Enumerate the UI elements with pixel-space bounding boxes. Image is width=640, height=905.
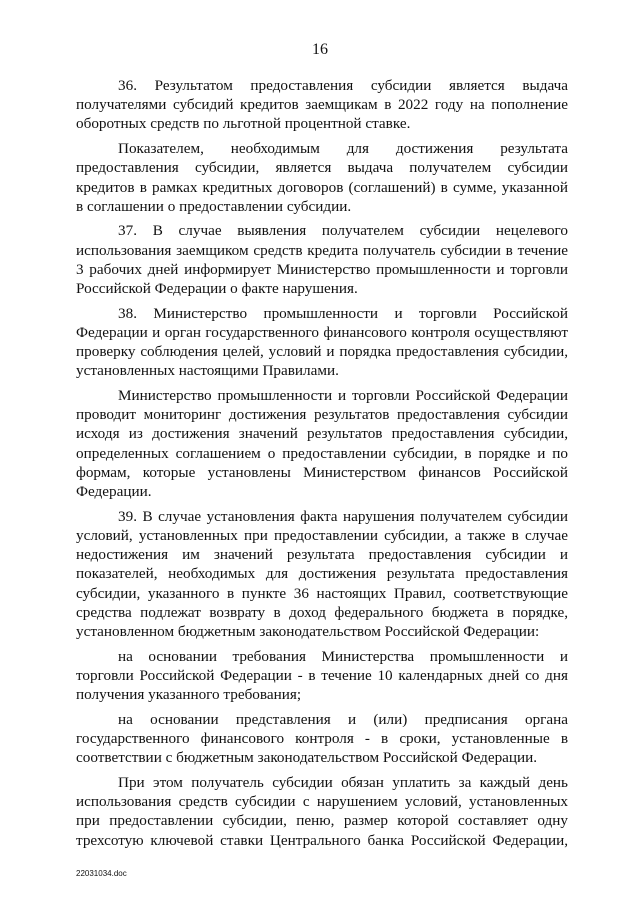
paragraph-38: 38. Министерство промышленности и торговли Российской Федерации и орган государственного финансового контроля осуществляют проверку соблюдения целей, условий и порядка предоставления субсидии, установленных настоящими Правилами. [76, 304, 568, 380]
paragraph-penalty: При этом получатель субсидии обязан уплатить за каждый день использования средств субсидии с нарушением условий, установленных при предоставлении субсидии, пеню, размер которой составляет одну трехсотую ключевой ставки Центрального банка Российской Федерации, [76, 773, 568, 849]
paragraph-38-monitoring: Министерство промышленности и торговли Российской Федерации проводит мониторинг достижения результатов предоставления субсидии исходя из достижения значений результатов предоставления субсидии, определенных соглашением о предоставлении субсидии, в порядке и по формам, которые установлены Министерством финансов Российской Федерации. [76, 387, 568, 501]
paragraph-37: 37. В случае выявления получателем субсидии нецелевого использования заемщиком средств кредита получатель субсидии в течение 3 рабочих дней информирует Министерство промышленности и торговли Российской Федерации о факте нарушения. [76, 222, 568, 298]
paragraph-39: 39. В случае установления факта нарушения получателем субсидии условий, установленных при предоставлении субсидии, а также в случае недостижения им значений результата предоставления субсидии и показателей, необходимых для достижения результата предоставления субсидии, указанного в пункте 36 настоящих Правил, соответствующие средства подлежат возврату в доход федерального бюджета в порядке, установленном бюджетным законодательством Российской Федерации: [76, 507, 568, 640]
paragraph-39-representation: на основании представления и (или) предписания органа государственного финансового контроля - в сроки, установленные в соответствии с бюджетным законодательством Российской Федерации. [76, 710, 568, 767]
paragraph-36-indicator: Показателем, необходимым для достижения результата предоставления субсидии, является выдача получателем субсидии кредитов в рамках кредитных договоров (соглашений) в сумме, указанной в соглашении о предоставлении субсидии. [76, 140, 568, 215]
paragraph-39-requirement: на основании требования Министерства промышленности и торговли Российской Федерации - в течение 10 календарных дней со дня получения указанного требования; [76, 647, 568, 704]
paragraph-36-result: 36. Результатом предоставления субсидии является выдача получателями субсидий кредитов заемщикам в 2022 году на пополнение оборотных средств по льготной процентной ставке. [76, 77, 568, 133]
footer-file-code: 22031034.doc [76, 869, 127, 878]
page-number: 16 [312, 41, 328, 58]
document-body [76, 76, 568, 855]
